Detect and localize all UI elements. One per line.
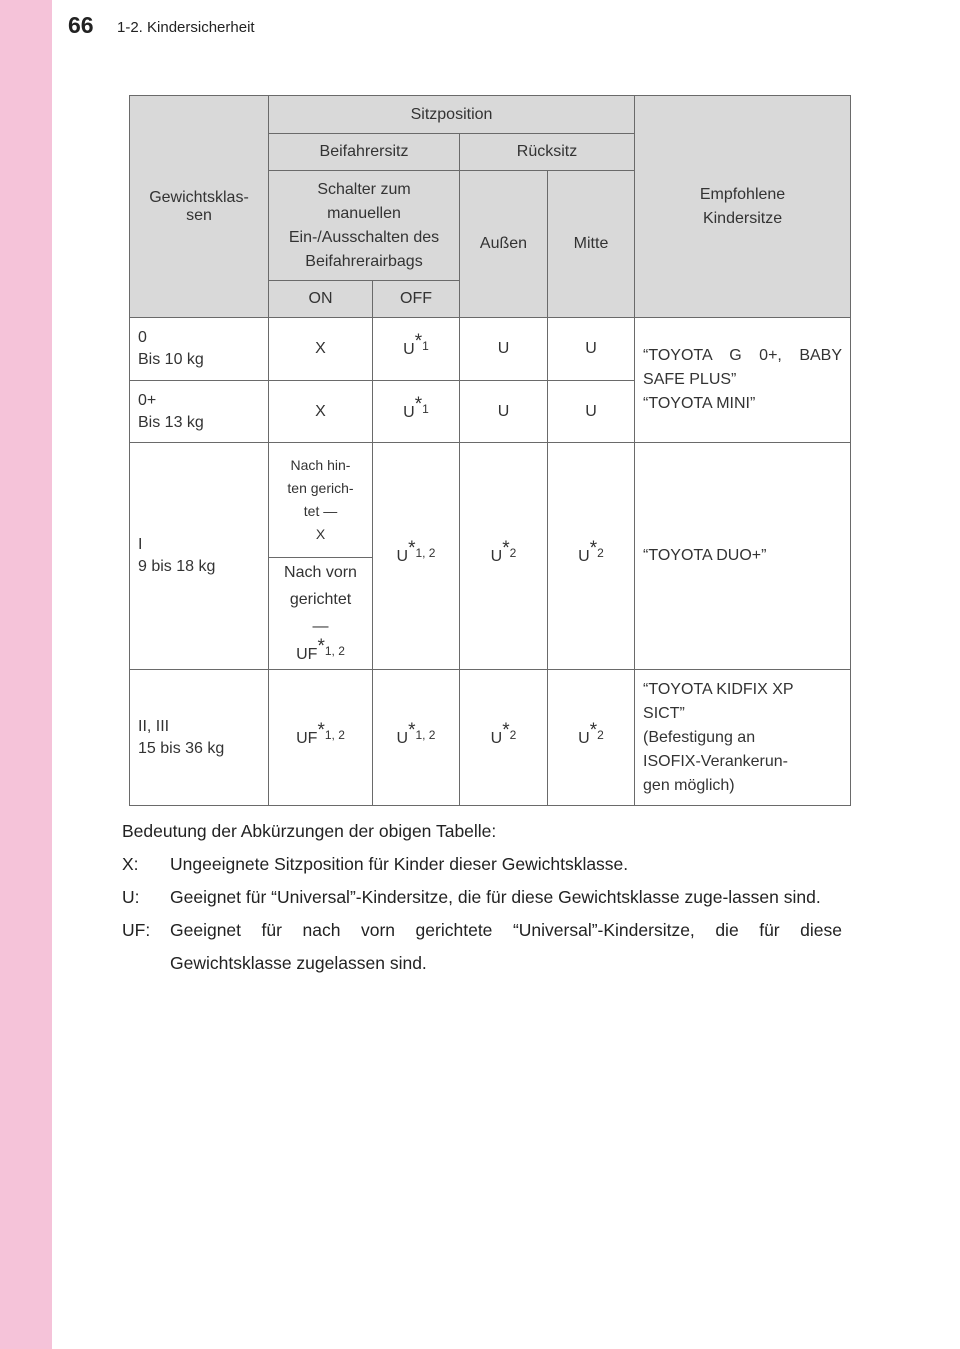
cell-value: U	[578, 548, 590, 565]
recommended-line: (Befestigung an	[643, 728, 756, 746]
recommended-cell: “TOYOTA DUO+”	[635, 443, 851, 670]
footnote-star: *	[502, 719, 510, 741]
header-airbag-switch: Schalter zum manuellen Ein-/Ausschalten des Beifahrerairbags	[269, 171, 460, 281]
weight-label: 15 bis 36 kg	[138, 739, 225, 757]
footnote-star: *	[414, 331, 423, 352]
middle-cell: U	[548, 318, 635, 381]
outer-cell: U	[460, 318, 548, 381]
footnote-ref: 2	[597, 546, 604, 560]
off-cell	[373, 443, 460, 670]
footnote-ref: 1	[422, 339, 429, 353]
header-weight-class: Gewichtsklas-sen	[130, 96, 269, 318]
footnote-ref: 2	[597, 727, 604, 742]
recommended-line: gen möglich)	[643, 776, 735, 794]
footnote-star: *	[502, 538, 510, 559]
weight-class-cell	[130, 443, 269, 670]
header-seat-position: Sitzposition	[269, 96, 635, 134]
cell-value: U	[396, 729, 409, 747]
recommended-line: “TOYOTA MINI”	[643, 395, 756, 412]
middle-cell	[548, 443, 635, 670]
weight-label: 9 bis 18 kg	[138, 558, 216, 575]
footnote-ref: 2	[509, 546, 517, 560]
footnote-star: *	[589, 538, 598, 559]
legend-key: X:	[122, 854, 139, 874]
on-cell	[269, 670, 373, 806]
on-cell: X	[269, 318, 373, 381]
child-seat-table	[129, 95, 851, 806]
cell-line: Nach hin-	[290, 457, 351, 473]
recommended-line: SAFE PLUS”	[643, 371, 737, 388]
page-number: 66	[68, 12, 94, 38]
cell-line: gerichtet	[289, 590, 352, 608]
legend-item	[122, 914, 842, 980]
footnote-ref: 1, 2	[415, 546, 436, 560]
footnote-star: *	[408, 719, 416, 741]
footnote-ref: 1, 2	[324, 727, 345, 742]
table-row	[130, 318, 851, 381]
footnote-star: *	[414, 393, 423, 415]
legend-item	[122, 848, 842, 881]
class-label: II, III	[138, 717, 170, 735]
middle-cell: U	[548, 381, 635, 443]
cell-line: tet —	[303, 503, 338, 519]
legend-text: Geeignet für “Universal”-Kindersitze, die für diese Gewichtsklasse zuge-lassen sind.	[170, 887, 821, 907]
cell-line: X	[315, 526, 326, 542]
legend-key: U:	[122, 887, 140, 907]
header-off: OFF	[373, 281, 460, 318]
class-label: I	[138, 536, 143, 553]
recommended-cell	[635, 670, 851, 806]
off-cell	[373, 670, 460, 806]
weight-class-cell	[130, 670, 269, 806]
recommended-line: “TOYOTA G 0+, BABY	[643, 347, 843, 364]
forward-facing-cell	[269, 558, 373, 670]
cell-value: U	[403, 341, 415, 358]
recommended-line: SICT”	[643, 704, 685, 722]
off-cell	[373, 381, 460, 443]
legend-key: UF:	[122, 920, 151, 940]
footnote-ref: 2	[509, 727, 517, 742]
on-cell: X	[269, 381, 373, 443]
footnote-star: *	[317, 635, 325, 657]
legend	[122, 815, 842, 980]
cell-value: U	[578, 729, 590, 747]
footnote-star: *	[317, 719, 325, 741]
recommended-line: “TOYOTA KIDFIX XP	[643, 680, 794, 698]
legend-item	[122, 881, 842, 914]
weight-class-cell	[130, 381, 269, 443]
cell-value: U	[490, 729, 503, 747]
legend-text: Geeignet für nach vorn gerichtete “Universal”-Kindersitze, die für diese Gewichtsklasse zugelassen sind.	[170, 920, 842, 973]
legend-intro: Bedeutung der Abkürzungen der obigen Tabelle:	[122, 821, 497, 841]
weight-class-cell	[130, 318, 269, 381]
header-middle: Mitte	[548, 171, 635, 318]
header-outer: Außen	[460, 171, 548, 318]
class-label: 0	[138, 329, 147, 346]
header-rear-seat: Rücksitz	[460, 134, 635, 171]
weight-label: Bis 13 kg	[138, 413, 204, 431]
cell-line: ten gerich-	[287, 480, 354, 496]
header-recommended-seats: Empfohlene Kindersitze	[635, 96, 851, 318]
footnote-star: *	[408, 538, 416, 559]
cell-value: U	[396, 548, 409, 565]
outer-cell: U	[460, 381, 548, 443]
header-on: ON	[269, 281, 373, 318]
footnote-ref: 1, 2	[324, 643, 345, 658]
cell-value: U	[403, 403, 415, 421]
cell-value: U	[490, 548, 503, 565]
table-row	[130, 443, 851, 558]
cell-line: Nach vorn	[284, 563, 357, 581]
chapter-margin-strip	[0, 0, 52, 1349]
middle-cell	[548, 670, 635, 806]
cell-line: —	[312, 617, 329, 635]
section-title: 1-2. Kindersicherheit	[117, 19, 255, 36]
legend-text: Ungeeignete Sitzposition für Kinder dieser Gewichtsklasse.	[170, 854, 629, 874]
rear-facing-cell	[269, 443, 373, 558]
outer-cell	[460, 670, 548, 806]
recommended-cell	[635, 318, 851, 443]
header-front-passenger: Beifahrersitz	[269, 134, 460, 171]
footnote-ref: 1, 2	[415, 727, 436, 742]
outer-cell	[460, 443, 548, 670]
recommended-line: ISOFIX-Verankerun-	[643, 752, 788, 770]
footnote-ref: 1	[422, 401, 429, 416]
table-row	[130, 670, 851, 806]
footnote-star: *	[589, 719, 598, 741]
weight-label: Bis 10 kg	[138, 351, 204, 368]
cell-value: UF	[296, 729, 318, 747]
class-label: 0+	[138, 391, 157, 409]
cell-value: UF	[296, 645, 318, 663]
off-cell	[373, 318, 460, 381]
